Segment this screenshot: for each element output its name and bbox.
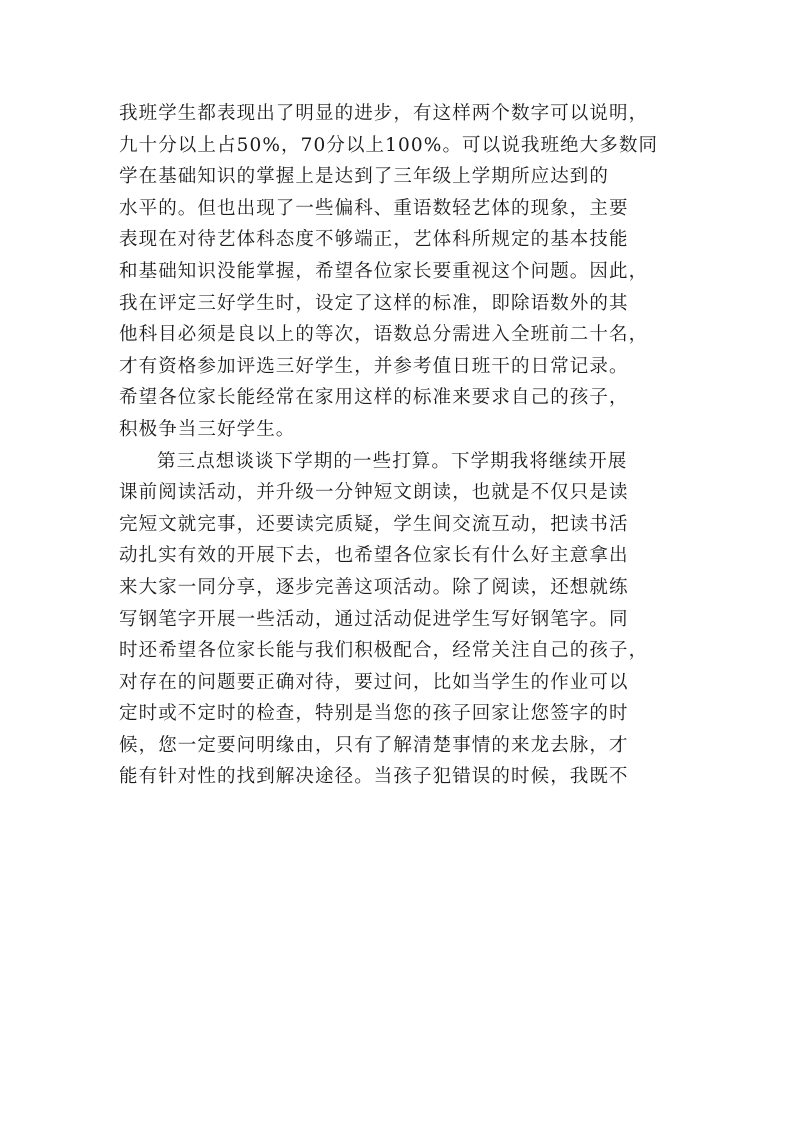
text-line: 能有针对性的找到解决途径。当孩子犯错误的时候，我既不 (119, 766, 629, 788)
text-line: 才有资格参加评选三好学生，并参考值日班干的日常记录。 (119, 355, 629, 377)
text-line: 他科目必须是良以上的等次，语数总分需进入全班前二十名， (119, 324, 649, 346)
text-line: 希望各位家长能经常在家用这样的标准来要求自己的孩子， (119, 387, 629, 409)
paragraph-start-line: 第三点想谈谈下学期的一些打算。下学期我将继续开展 (157, 450, 628, 472)
text-line: 对存在的问题要正确对待，要过问，比如当学生的作业可以 (119, 671, 629, 693)
text-line: 和基础知识没能掌握，希望各位家长要重视这个问题。因此， (119, 260, 649, 282)
text-line: 九十分以上占50%，70分以上100%。可以说我班绝大多数同 (119, 134, 659, 156)
text-line: 学在基础知识的掌握上是达到了三年级上学期所应达到的 (119, 166, 610, 188)
text-line: 写钢笔字开展一些活动，通过活动促进学生写好钢笔字。同 (119, 608, 629, 630)
body-text (119, 98, 699, 793)
text-line: 我班学生都表现出了明显的进步，有这样两个数字可以说明， (119, 103, 649, 124)
text-line: 定时或不定时的检查，特别是当您的孩子回家让您签字的时 (119, 703, 629, 725)
text-line: 课前阅读活动，并升级一分钟短文朗读，也就是不仅只是读 (119, 482, 629, 504)
text-line: 时还希望各位家长能与我们积极配合，经常关注自己的孩子， (119, 640, 649, 662)
text-line: 水平的。但也出现了一些偏科、重语数轻艺体的现象，主要 (119, 197, 629, 219)
text-line: 候，您一定要问明缘由，只有了解清楚事情的来龙去脉，才 (119, 734, 629, 756)
text-line: 我在评定三好学生时，设定了这样的标准，即除语数外的其 (119, 292, 629, 314)
text-line: 动扎实有效的开展下去，也希望各位家长有什么好主意拿出 (119, 545, 629, 567)
text-line: 表现在对待艺体科态度不够端正，艺体科所规定的基本技能 (119, 229, 629, 251)
text-line: 积极争当三好学生。 (119, 418, 296, 440)
text-line: 完短文就完事，还要读完质疑，学生间交流互动，把读书活 (119, 513, 629, 535)
text-line: 来大家一同分享，逐步完善这项活动。除了阅读，还想就练 (119, 576, 629, 598)
